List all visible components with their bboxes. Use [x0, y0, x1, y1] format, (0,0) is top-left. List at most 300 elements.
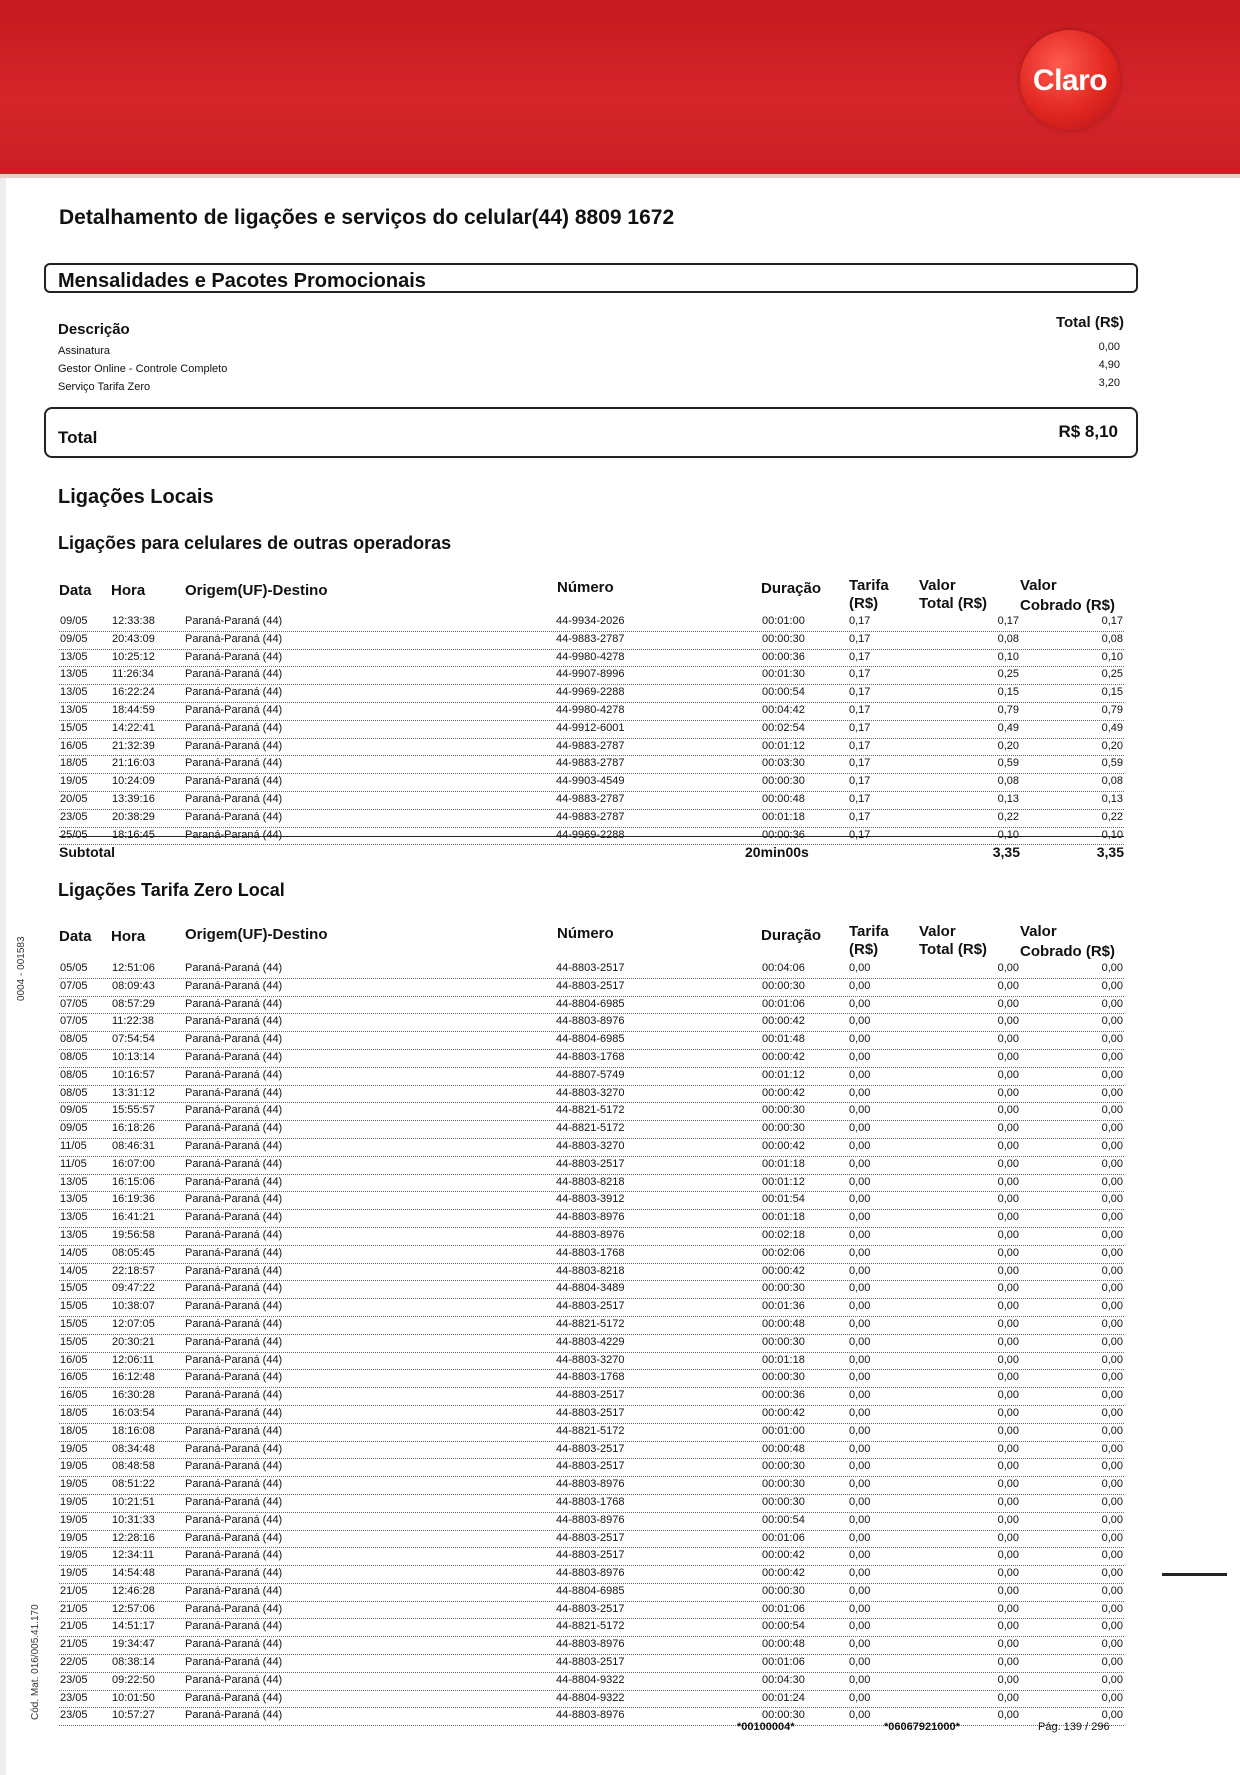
- cell-tarifa: 0,17: [849, 632, 871, 645]
- cell-data: 23/05: [60, 810, 88, 823]
- cell-origem: Paraná-Paraná (44): [185, 1549, 283, 1562]
- cell-data: 15/05: [60, 1282, 88, 1295]
- cell-origem: Paraná-Paraná (44): [185, 703, 283, 716]
- cell-valor-cobrado: 0,00: [1101, 1015, 1123, 1028]
- cell-hora: 10:01:50: [112, 1691, 155, 1704]
- cell-data: 14/05: [60, 1246, 88, 1259]
- cell-origem: Paraná-Paraná (44): [185, 1656, 283, 1669]
- cell-valor-cobrado: 0,49: [1101, 721, 1123, 734]
- cell-valor-cobrado: 0,00: [1101, 1513, 1123, 1526]
- cell-valor-total: 0,00: [997, 997, 1019, 1010]
- cell-numero: 44-8803-2517: [556, 1389, 625, 1402]
- subtotal-label: Subtotal: [59, 844, 115, 860]
- cell-data: 21/05: [60, 1620, 88, 1633]
- cell-origem: Paraná-Paraná (44): [185, 1353, 283, 1366]
- cell-tarifa: 0,00: [849, 1317, 871, 1330]
- cell-origem: Paraná-Paraná (44): [185, 1246, 283, 1259]
- cell-data: 07/05: [60, 1015, 88, 1028]
- cell-valor-total: 0,79: [997, 703, 1019, 716]
- table-row: [59, 1086, 1124, 1104]
- cell-data: 09/05: [60, 615, 88, 627]
- cell-tarifa: 0,00: [849, 1122, 871, 1135]
- cell-origem: Paraná-Paraná (44): [185, 1531, 283, 1544]
- cell-valor-total: 0,00: [997, 1246, 1019, 1259]
- cell-duracao: 00:00:54: [762, 686, 805, 699]
- cell-hora: 10:31:33: [112, 1513, 155, 1526]
- cell-duracao: 00:01:12: [762, 739, 805, 752]
- cell-valor-total: 0,00: [997, 1495, 1019, 1508]
- th2-tarifa: Tarifa: [849, 923, 889, 940]
- cell-hora: 10:24:09: [112, 775, 155, 788]
- item-value-0: 0,00: [1098, 341, 1120, 353]
- cell-duracao: 00:01:24: [762, 1691, 805, 1704]
- cell-origem: Paraná-Paraná (44): [185, 1068, 283, 1081]
- cell-numero: 44-8804-6985: [556, 997, 625, 1010]
- cell-data: 18/05: [60, 1424, 88, 1437]
- cell-valor-total: 0,00: [997, 1567, 1019, 1580]
- cell-origem: Paraná-Paraná (44): [185, 1228, 283, 1241]
- cell-data: 21/05: [60, 1638, 88, 1651]
- cell-valor-cobrado: 0,00: [1101, 1460, 1123, 1473]
- cell-origem: Paraná-Paraná (44): [185, 1335, 283, 1348]
- cell-tarifa: 0,00: [849, 1656, 871, 1669]
- cell-origem: Paraná-Paraná (44): [185, 1300, 283, 1313]
- cell-duracao: 00:00:42: [762, 1015, 805, 1028]
- cell-tarifa: 0,00: [849, 1549, 871, 1562]
- table-row: [59, 1477, 1124, 1495]
- cell-numero: 44-8803-2517: [556, 979, 625, 992]
- th2-valor-total-unit: Total (R$): [919, 941, 988, 958]
- cell-tarifa: 0,00: [849, 1300, 871, 1313]
- cell-valor-total: 0,00: [997, 1015, 1019, 1028]
- cell-valor-total: 0,00: [997, 1424, 1019, 1437]
- table-row: [59, 1050, 1124, 1068]
- cell-origem: Paraná-Paraná (44): [185, 1317, 283, 1330]
- cell-valor-cobrado: 0,00: [1101, 1282, 1123, 1295]
- cell-numero: 44-8804-3489: [556, 1282, 625, 1295]
- cell-tarifa: 0,00: [849, 1389, 871, 1402]
- cell-tarifa: 0,17: [849, 792, 871, 805]
- cell-valor-cobrado: 0,00: [1101, 1033, 1123, 1046]
- cell-hora: 10:25:12: [112, 650, 155, 663]
- cell-valor-total: 0,00: [997, 1673, 1019, 1686]
- th-numero: Número: [557, 579, 614, 596]
- cell-numero: 44-8803-8976: [556, 1015, 625, 1028]
- cell-tarifa: 0,00: [849, 1211, 871, 1224]
- cell-origem: Paraná-Paraná (44): [185, 615, 283, 627]
- cell-duracao: 00:01:00: [762, 615, 805, 627]
- cell-data: 21/05: [60, 1584, 88, 1597]
- cell-hora: 14:51:17: [112, 1620, 155, 1633]
- cell-numero: 44-9903-4549: [556, 775, 625, 788]
- cell-duracao: 00:01:12: [762, 1068, 805, 1081]
- cell-valor-cobrado: 0,00: [1101, 1638, 1123, 1651]
- cell-duracao: 00:00:36: [762, 1389, 805, 1402]
- cell-origem: Paraná-Paraná (44): [185, 739, 283, 752]
- cell-hora: 10:57:27: [112, 1709, 155, 1722]
- cell-valor-cobrado: 0,00: [1101, 1602, 1123, 1615]
- cell-data: 23/05: [60, 1709, 88, 1722]
- cell-valor-total: 0,00: [997, 1193, 1019, 1206]
- table-row: [59, 1281, 1124, 1299]
- cell-valor-cobrado: 0,00: [1101, 1478, 1123, 1491]
- logo-text: Claro: [1032, 64, 1108, 97]
- cell-valor-cobrado: 0,00: [1101, 1317, 1123, 1330]
- cell-data: 13/05: [60, 668, 88, 681]
- table-row: [59, 614, 1124, 632]
- margin-batch: 0004 - 001583: [16, 936, 27, 1001]
- cell-origem: Paraná-Paraná (44): [185, 721, 283, 734]
- cell-origem: Paraná-Paraná (44): [185, 828, 283, 841]
- th-valor-total: Valor: [919, 577, 956, 594]
- cell-hora: 10:13:14: [112, 1050, 155, 1063]
- cell-valor-total: 0,00: [997, 1175, 1019, 1188]
- cell-origem: Paraná-Paraná (44): [185, 1620, 283, 1633]
- cell-tarifa: 0,00: [849, 1157, 871, 1170]
- cell-valor-cobrado: 0,00: [1101, 1424, 1123, 1437]
- margin-mat: Cód. Mat. 016/005.41.170: [30, 1604, 41, 1720]
- cell-numero: 44-8803-8976: [556, 1709, 625, 1722]
- cell-data: 07/05: [60, 997, 88, 1010]
- cell-data: 09/05: [60, 1104, 88, 1117]
- cell-origem: Paraná-Paraná (44): [185, 810, 283, 823]
- cell-duracao: 00:01:18: [762, 1353, 805, 1366]
- cell-valor-total: 0,00: [997, 1656, 1019, 1669]
- cell-hora: 16:15:06: [112, 1175, 155, 1188]
- cell-tarifa: 0,00: [849, 1673, 871, 1686]
- cell-hora: 16:30:28: [112, 1389, 155, 1402]
- cell-tarifa: 0,17: [849, 739, 871, 752]
- cell-numero: 44-8803-1768: [556, 1050, 625, 1063]
- cell-valor-cobrado: 0,59: [1101, 757, 1123, 770]
- cell-numero: 44-8803-2517: [556, 1549, 625, 1562]
- cell-origem: Paraná-Paraná (44): [185, 757, 283, 770]
- cell-origem: Paraná-Paraná (44): [185, 962, 283, 974]
- cell-numero: 44-8804-6985: [556, 1584, 625, 1597]
- cell-hora: 15:55:57: [112, 1104, 155, 1117]
- cell-hora: 08:09:43: [112, 979, 155, 992]
- cell-tarifa: 0,17: [849, 650, 871, 663]
- cell-valor-cobrado: 0,00: [1101, 1495, 1123, 1508]
- table-row: [59, 1388, 1124, 1406]
- cell-hora: 12:33:38: [112, 615, 155, 627]
- cell-valor-cobrado: 0,10: [1101, 828, 1123, 841]
- cell-hora: 08:46:31: [112, 1139, 155, 1152]
- cell-tarifa: 0,00: [849, 1175, 871, 1188]
- cell-tarifa: 0,00: [849, 962, 871, 974]
- cell-valor-total: 0,00: [997, 1549, 1019, 1562]
- cell-numero: 44-8803-2517: [556, 1460, 625, 1473]
- cell-numero: 44-8803-8976: [556, 1211, 625, 1224]
- cell-hora: 08:05:45: [112, 1246, 155, 1259]
- cell-valor-total: 0,15: [997, 686, 1019, 699]
- cell-tarifa: 0,17: [849, 810, 871, 823]
- cell-data: 13/05: [60, 703, 88, 716]
- cell-valor-total: 0,10: [997, 650, 1019, 663]
- cell-duracao: 00:01:00: [762, 1424, 805, 1437]
- cell-origem: Paraná-Paraná (44): [185, 1104, 283, 1117]
- cell-hora: 08:38:14: [112, 1656, 155, 1669]
- section1-title: Ligações para celulares de outras operadoras: [58, 533, 452, 553]
- th-valor-cobrado-unit: Cobrado (R$): [1020, 597, 1115, 614]
- cell-numero: 44-8803-2517: [556, 1406, 625, 1419]
- cell-tarifa: 0,00: [849, 1335, 871, 1348]
- cell-duracao: 00:00:30: [762, 1460, 805, 1473]
- cell-data: 11/05: [60, 1157, 87, 1170]
- cell-numero: 44-8803-8976: [556, 1228, 625, 1241]
- cell-numero: 44-8803-3270: [556, 1139, 625, 1152]
- table-row: [59, 1424, 1124, 1442]
- cell-valor-total: 0,08: [997, 632, 1019, 645]
- cell-origem: Paraná-Paraná (44): [185, 1406, 283, 1419]
- cell-duracao: 00:04:06: [762, 962, 805, 974]
- table-row: [59, 1619, 1124, 1637]
- cell-valor-total: 0,00: [997, 1300, 1019, 1313]
- mensalidades-title: Mensalidades e Pacotes Promocionais: [58, 270, 426, 292]
- cell-valor-total: 0,00: [997, 1282, 1019, 1295]
- cell-tarifa: 0,00: [849, 1050, 871, 1063]
- cell-origem: Paraná-Paraná (44): [185, 650, 283, 663]
- cell-valor-cobrado: 0,00: [1101, 1300, 1123, 1313]
- cell-data: 09/05: [60, 1122, 88, 1135]
- cell-valor-total: 0,00: [997, 1638, 1019, 1651]
- cell-tarifa: 0,00: [849, 1228, 871, 1241]
- cell-duracao: 00:00:54: [762, 1620, 805, 1633]
- cell-tarifa: 0,00: [849, 1495, 871, 1508]
- cell-hora: 19:34:47: [112, 1638, 155, 1651]
- cell-duracao: 00:01:54: [762, 1193, 805, 1206]
- cell-data: 13/05: [60, 1193, 88, 1206]
- cell-valor-total: 0,00: [997, 1460, 1019, 1473]
- cell-numero: 44-8803-8976: [556, 1567, 625, 1580]
- table-row: [59, 1673, 1124, 1691]
- th-valor-total-unit: Total (R$): [919, 595, 988, 612]
- cell-tarifa: 0,00: [849, 979, 871, 992]
- cell-duracao: 00:00:30: [762, 775, 805, 788]
- cell-tarifa: 0,17: [849, 757, 871, 770]
- cell-numero: 44-8803-2517: [556, 1157, 625, 1170]
- cell-duracao: 00:00:48: [762, 1442, 805, 1455]
- cell-valor-total: 0,00: [997, 1353, 1019, 1366]
- cell-valor-cobrado: 0,00: [1101, 1371, 1123, 1384]
- cell-tarifa: 0,00: [849, 1086, 871, 1099]
- cell-valor-cobrado: 0,00: [1101, 1691, 1123, 1704]
- table-row: [59, 1406, 1124, 1424]
- cell-data: 22/05: [60, 1656, 88, 1669]
- cell-tarifa: 0,00: [849, 1460, 871, 1473]
- cell-hora: 13:39:16: [112, 792, 155, 805]
- cell-hora: 16:12:48: [112, 1371, 155, 1384]
- cell-valor-total: 0,00: [997, 962, 1019, 974]
- cell-numero: 44-8803-2517: [556, 1442, 625, 1455]
- cell-duracao: 00:03:30: [762, 757, 805, 770]
- cell-valor-total: 0,00: [997, 1709, 1019, 1722]
- cell-data: 19/05: [60, 1531, 88, 1544]
- cell-numero: 44-8803-8976: [556, 1478, 625, 1491]
- table-row: [59, 1068, 1124, 1086]
- table-row: [59, 1103, 1124, 1121]
- cell-valor-total: 0,00: [997, 1406, 1019, 1419]
- table-row: [59, 1531, 1124, 1549]
- cell-hora: 08:48:58: [112, 1460, 155, 1473]
- cell-hora: 16:07:00: [112, 1157, 155, 1170]
- cell-data: 08/05: [60, 1068, 88, 1081]
- th2-data: Data: [59, 928, 92, 945]
- cell-hora: 20:43:09: [112, 632, 155, 645]
- total-box: [44, 407, 1138, 458]
- th-tarifa: Tarifa: [849, 577, 889, 594]
- cell-hora: 12:07:05: [112, 1317, 155, 1330]
- cell-valor-total: 0,00: [997, 1050, 1019, 1063]
- cell-valor-cobrado: 0,00: [1101, 1406, 1123, 1419]
- table-row: [59, 1121, 1124, 1139]
- cell-hora: 12:46:28: [112, 1584, 155, 1597]
- cell-origem: Paraná-Paraná (44): [185, 1584, 283, 1597]
- item-desc-2: Serviço Tarifa Zero: [58, 381, 151, 393]
- cell-duracao: 00:01:30: [762, 668, 805, 681]
- cell-valor-cobrado: 0,00: [1101, 1193, 1123, 1206]
- cell-hora: 07:54:54: [112, 1033, 155, 1046]
- table-row: [59, 1602, 1124, 1620]
- cell-numero: 44-8803-2517: [556, 1531, 625, 1544]
- cell-numero: 44-8803-8218: [556, 1264, 625, 1277]
- cell-valor-total: 0,08: [997, 775, 1019, 788]
- left-margin-band: [0, 178, 6, 1775]
- cell-tarifa: 0,17: [849, 721, 871, 734]
- subtotal-row: [59, 836, 1124, 861]
- cell-numero: 44-8821-5172: [556, 1317, 625, 1330]
- table-row: [59, 1192, 1124, 1210]
- cell-origem: Paraná-Paraná (44): [185, 1122, 283, 1135]
- cell-valor-cobrado: 0,00: [1101, 962, 1123, 974]
- cell-hora: 12:06:11: [112, 1353, 155, 1366]
- cell-duracao: 00:00:54: [762, 1513, 805, 1526]
- cell-numero: 44-8804-9322: [556, 1691, 625, 1704]
- cell-duracao: 00:00:30: [762, 1478, 805, 1491]
- cell-duracao: 00:01:48: [762, 1033, 805, 1046]
- cell-data: 25/05: [60, 828, 88, 841]
- cell-valor-cobrado: 0,22: [1101, 810, 1123, 823]
- th-duracao: Duração: [761, 580, 822, 597]
- cell-hora: 13:31:12: [112, 1086, 155, 1099]
- cell-valor-cobrado: 0,20: [1101, 739, 1123, 752]
- cell-origem: Paraná-Paraná (44): [185, 1709, 283, 1722]
- cell-data: 14/05: [60, 1264, 88, 1277]
- cell-valor-cobrado: 0,00: [1101, 1567, 1123, 1580]
- cell-duracao: 00:00:48: [762, 792, 805, 805]
- cell-data: 08/05: [60, 1050, 88, 1063]
- table-row: [59, 792, 1124, 810]
- cell-tarifa: 0,00: [849, 1691, 871, 1704]
- cell-numero: 44-8803-8976: [556, 1513, 625, 1526]
- cell-hora: 16:19:36: [112, 1193, 155, 1206]
- cell-valor-cobrado: 0,00: [1101, 1211, 1123, 1224]
- cell-hora: 16:22:24: [112, 686, 155, 699]
- table-row: [59, 1246, 1124, 1264]
- cell-duracao: 00:00:30: [762, 979, 805, 992]
- cell-hora: 10:21:51: [112, 1495, 155, 1508]
- table-row: [59, 721, 1124, 739]
- cell-duracao: 00:04:30: [762, 1673, 805, 1686]
- cell-data: 08/05: [60, 1086, 88, 1099]
- table-row: [59, 1637, 1124, 1655]
- cell-hora: 14:22:41: [112, 721, 155, 734]
- cell-data: 11/05: [60, 1139, 87, 1152]
- cell-numero: 44-9907-8996: [556, 668, 625, 681]
- cell-hora: 10:38:07: [112, 1300, 155, 1313]
- cell-hora: 21:16:03: [112, 757, 155, 770]
- cell-origem: Paraná-Paraná (44): [185, 1033, 283, 1046]
- cell-valor-total: 0,17: [997, 615, 1019, 627]
- cell-data: 09/05: [60, 632, 88, 645]
- table-row: [59, 703, 1124, 721]
- cell-data: 18/05: [60, 757, 88, 770]
- item-value-2: 3,20: [1098, 377, 1120, 389]
- item-desc-1: Gestor Online - Controle Completo: [58, 363, 228, 375]
- cell-numero: 44-9912-6001: [556, 721, 625, 734]
- cell-data: 13/05: [60, 650, 88, 663]
- th2-origem: Origem(UF)-Destino: [185, 926, 328, 943]
- cell-valor-cobrado: 0,00: [1101, 1264, 1123, 1277]
- cell-numero: 44-9969-2288: [556, 828, 625, 841]
- cell-numero: 44-8803-4229: [556, 1335, 625, 1348]
- cell-valor-cobrado: 0,00: [1101, 1086, 1123, 1099]
- cell-hora: 09:22:50: [112, 1673, 155, 1686]
- cell-duracao: 00:00:30: [762, 1584, 805, 1597]
- cell-hora: 18:16:45: [112, 828, 155, 841]
- cell-origem: Paraná-Paraná (44): [185, 1478, 283, 1491]
- cell-origem: Paraná-Paraná (44): [185, 1371, 283, 1384]
- table-row: [59, 1495, 1124, 1513]
- cell-duracao: 00:01:18: [762, 1211, 805, 1224]
- cell-numero: 44-9883-2787: [556, 757, 625, 770]
- cell-origem: Paraná-Paraná (44): [185, 1282, 283, 1295]
- table-row: [59, 756, 1124, 774]
- footer-code1: *00100004*: [737, 1721, 795, 1733]
- cell-data: 15/05: [60, 721, 88, 734]
- cell-tarifa: 0,00: [849, 1193, 871, 1206]
- cell-tarifa: 0,17: [849, 668, 871, 681]
- cell-valor-total: 0,59: [997, 757, 1019, 770]
- cell-origem: Paraná-Paraná (44): [185, 1567, 283, 1580]
- cell-origem: Paraná-Paraná (44): [185, 979, 283, 992]
- cell-duracao: 00:00:36: [762, 650, 805, 663]
- subtotal-valor-cobrado: 3,35: [1096, 844, 1124, 860]
- cell-valor-total: 0,00: [997, 979, 1019, 992]
- th2-valor-total: Valor: [919, 923, 956, 940]
- cell-origem: Paraná-Paraná (44): [185, 668, 283, 681]
- cell-tarifa: 0,17: [849, 615, 871, 627]
- cell-tarifa: 0,00: [849, 1371, 871, 1384]
- cell-duracao: 00:04:42: [762, 703, 805, 716]
- cell-origem: Paraná-Paraná (44): [185, 1602, 283, 1615]
- cell-duracao: 00:01:06: [762, 1602, 805, 1615]
- cell-data: 15/05: [60, 1300, 88, 1313]
- cell-numero: 44-8803-8976: [556, 1638, 625, 1651]
- cell-valor-total: 0,00: [997, 1317, 1019, 1330]
- cell-data: 21/05: [60, 1602, 88, 1615]
- cell-valor-cobrado: 0,00: [1101, 1549, 1123, 1562]
- cell-hora: 09:47:22: [112, 1282, 155, 1295]
- cell-origem: Paraná-Paraná (44): [185, 1175, 283, 1188]
- cell-numero: 44-8803-8218: [556, 1175, 625, 1188]
- cell-hora: 20:30:21: [112, 1335, 155, 1348]
- cell-tarifa: 0,00: [849, 1246, 871, 1259]
- cell-origem: Paraná-Paraná (44): [185, 1513, 283, 1526]
- cell-valor-cobrado: 0,00: [1101, 1246, 1123, 1259]
- cell-data: 19/05: [60, 1513, 88, 1526]
- cell-valor-total: 0,00: [997, 1478, 1019, 1491]
